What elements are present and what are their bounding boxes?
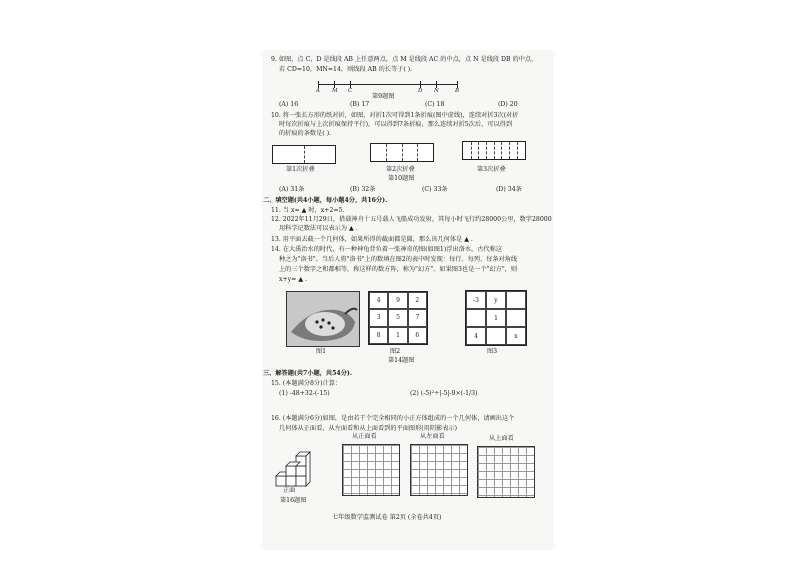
view-label-front: 从正面看: [352, 433, 377, 440]
q10-option-c: (C) 33条: [422, 186, 448, 193]
q14-caption: 第14题图: [388, 357, 415, 364]
grid-cell: 3: [369, 309, 388, 326]
q11: 11. 当 x= ▲ 时，x+2=5.: [271, 207, 345, 214]
point-label: C: [348, 88, 353, 94]
grid-cell: 7: [408, 309, 427, 326]
q15-part1: (1) -48+32-(-15): [279, 390, 330, 397]
q9-option-b: (B) 17: [350, 101, 370, 108]
grid-cell: 9: [388, 292, 407, 309]
q10-line1: 10. 将一张长方形的纸对折，如图，对折1次可得到1条折痕(图中虚线)，连续对折3次(对折: [271, 112, 519, 119]
fig1-label: 图1: [316, 348, 327, 355]
q9-segment-figure: [318, 81, 458, 93]
cube-solid-figure: [272, 446, 328, 492]
view-label-left: 从左面看: [420, 433, 445, 440]
point-label: N: [434, 88, 439, 94]
point-label: M: [332, 88, 338, 94]
q15: 15. (本题满分8分)计算：: [271, 380, 342, 387]
grid-cell: [466, 309, 486, 327]
grid-cell: [506, 309, 526, 327]
grid-cell: 2: [408, 292, 427, 309]
grid-cell: y: [486, 291, 506, 309]
grid-cell: [486, 327, 506, 345]
grid-cell: x: [506, 327, 526, 345]
front-direction-label: 正面: [283, 487, 296, 494]
fold-label-2: 第2次折叠: [386, 166, 415, 173]
fold-strip-3: [462, 141, 526, 160]
q14-line1: 14. 在大禹治水的时代，有一种神龟背负着一张神奇的图(如图1)浮出洛水，古代称这: [271, 246, 502, 253]
q10-option-b: (B) 32条: [350, 186, 376, 193]
grid-cell: 4: [466, 327, 486, 345]
grid-cell: 8: [369, 327, 388, 344]
q9-caption: 第9题图: [372, 93, 395, 100]
fold-strip-2: [370, 143, 434, 162]
grid-cell: 1: [388, 327, 407, 344]
answer-grid-left[interactable]: [410, 444, 468, 496]
q10-option-d: (D) 34条: [496, 186, 522, 193]
page-footer: 七年级数学监测试卷 第2页 (全卷共4页): [332, 514, 442, 521]
q12-line2: 用科学记数法可以表示为 ▲ .: [279, 225, 358, 232]
fig2-label: 图2: [390, 348, 401, 355]
fold-label-3: 第3次折叠: [477, 166, 506, 173]
q10-line2: 时每次折痕与上次折痕保持平行)，可以得到7条折痕，那么连续对折5次后，可以得到: [279, 121, 513, 128]
point-label: A: [316, 88, 320, 94]
magic-square-fig3: [465, 290, 527, 346]
point-label: B: [455, 88, 460, 94]
q9-option-a: (A) 16: [279, 101, 299, 108]
q12-line1: 12. 2022年11月29日，搭载神舟十五号载人飞船成功发射，其每小时飞行约28000公里，数字28000: [271, 216, 552, 223]
answer-grid-front[interactable]: [342, 444, 400, 496]
grid-cell: 5: [388, 309, 407, 326]
fold-label-1: 第1次折叠: [286, 166, 315, 173]
grid-cell: [506, 291, 526, 309]
fig3-label: 图3: [487, 348, 498, 355]
magic-square-fig2: [368, 291, 428, 345]
grid-cell: 6: [408, 327, 427, 344]
q15-part2: (2) (-5)²÷|-5|-9×(-1/3): [410, 390, 478, 397]
q9-line2: 若 CD=10，MN=14，则线段 AB 的长等于( ).: [279, 66, 413, 73]
q10-caption: 第10题图: [388, 175, 415, 182]
point-label: D: [418, 88, 423, 94]
q10-option-a: (A) 31条: [279, 186, 305, 193]
q14-line2: 种之为"洛书"。当后人将"洛书"上的数填在图2的表中时发现：每行、每列、每条对角线: [279, 256, 518, 263]
q13: 13. 用平面去截一个几何体，如果所得的截面都是圆，那么该几何体是 ▲ .: [271, 236, 473, 243]
grid-cell: -3: [466, 291, 486, 309]
q10-line3: 的折痕的条数是( ).: [279, 130, 332, 137]
turtle-luoshu-image: [286, 291, 360, 347]
grid-cell: 1: [486, 309, 506, 327]
section-2-heading: 二、填空题(共4小题，每小题4分，共16分).: [263, 197, 388, 204]
view-label-top: 从上面看: [489, 435, 514, 442]
q9-option-c: (C) 18: [425, 101, 445, 108]
q16-caption: 第16题图: [280, 497, 307, 504]
q16-line1: 16. (本题满分6分)如图，是由若干个完全相同的小正方体组成的一个几何体，请画出这个: [271, 415, 515, 422]
q9-line1: 9. 如图，点 C，D 是线段 AB 上任意两点，点 M 是线段 AC 的中点，点 N 是线段 DB 的中点，: [271, 56, 538, 63]
section-3-heading: 三、解答题(共7小题，共54分).: [263, 370, 352, 377]
q9-option-d: (D) 20: [498, 101, 518, 108]
q14-line4: x+y= ▲ .: [279, 276, 308, 283]
q14-line3: 上的三个数字之和都相等，称这样的数方阵，称为"幻方"。如果图3也是一个"幻方"，则: [279, 266, 518, 273]
fold-strip-1: [272, 145, 336, 164]
answer-grid-top[interactable]: [477, 446, 535, 498]
grid-cell: 4: [369, 292, 388, 309]
q16-line2: 几何体从正面看、从左面看和从上面看到的平面图形(用阴影表示): [279, 425, 458, 432]
